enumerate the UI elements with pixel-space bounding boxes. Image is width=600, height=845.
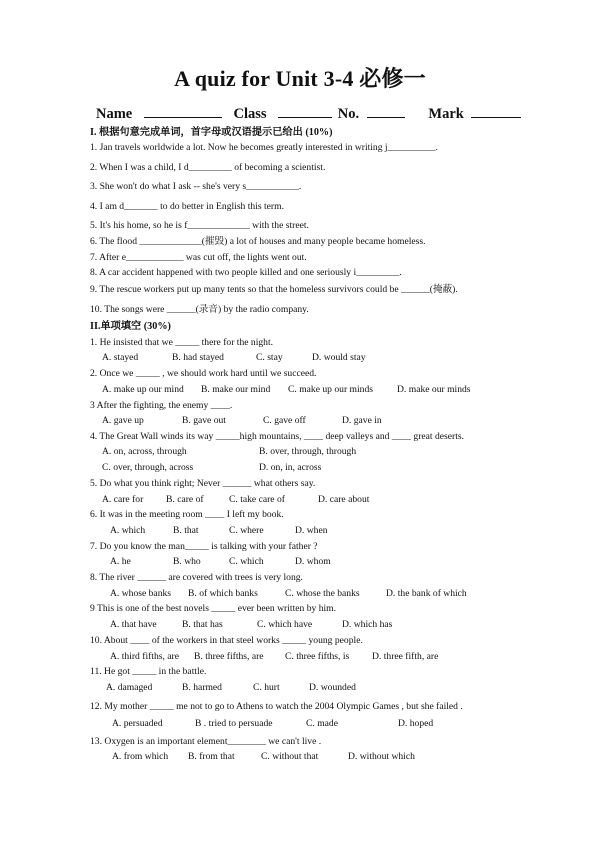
no-blank[interactable]: [367, 104, 405, 118]
s2-q6-option-a[interactable]: A. which: [110, 525, 146, 536]
s2-q7-option-d[interactable]: D. whom: [295, 556, 331, 567]
s2-question-1-stem: 1. He insisted that we _____ there for the night.: [90, 337, 274, 348]
s2-q3-option-b[interactable]: B. gave out: [182, 415, 226, 426]
s1-question-8: 8. A car accident happened with two people killed and one seriously i_________.: [90, 267, 402, 278]
s2-q13-option-b[interactable]: B. from that: [188, 751, 235, 762]
s2-q9-option-d[interactable]: D. which has: [342, 619, 393, 630]
s2-q8-option-d[interactable]: D. the bank of which: [386, 588, 467, 599]
s1-question-7: 7. After e____________ was cut off, the lights went out.: [90, 252, 307, 263]
s2-q8-option-b[interactable]: B. of which banks: [188, 588, 258, 599]
s2-q5-option-a[interactable]: A. care for: [102, 494, 144, 505]
s1-question-4: 4. I am d_______ to do better in English this term.: [90, 201, 284, 212]
s2-question-10-stem: 10. About ____ of the workers in that steel works _____ young people.: [90, 635, 363, 646]
s2-q12-option-c[interactable]: C. made: [306, 718, 338, 729]
s1-question-5: 5. It's his home, so he is f_____________ with the street.: [90, 220, 309, 231]
s2-q5-option-c[interactable]: C. take care of: [229, 494, 285, 505]
s2-q9-option-b[interactable]: B. that has: [182, 619, 223, 630]
s2-q2-option-d[interactable]: D. make our minds: [397, 384, 471, 395]
s2-q3-option-a[interactable]: A. gave up: [102, 415, 144, 426]
s2-question-7-stem: 7. Do you know the man_____ is talking with your father ?: [90, 541, 318, 552]
s2-q4-option-c[interactable]: C. over, through, across: [102, 462, 194, 473]
class-label: Class: [233, 106, 267, 122]
s2-q1-option-c[interactable]: C. stay: [256, 352, 283, 363]
s2-question-5-stem: 5. Do what you think right; Never ______ what others say.: [90, 478, 316, 489]
s2-question-2-stem: 2. Once we _____ , we should work hard until we succeed.: [90, 368, 317, 379]
s2-q7-option-b[interactable]: B. who: [173, 556, 201, 567]
s2-question-9-stem: 9 This is one of the best novels _____ ever been written by him.: [90, 603, 337, 614]
section-2-title: II.单项填空 (30%): [90, 321, 171, 332]
s2-question-4-stem: 4. The Great Wall winds its way _____high mountains, ____ deep valleys and ____ great deserts.: [90, 431, 465, 442]
s1-question-2: 2. When I was a child, I d_________ of becoming a scientist.: [90, 162, 326, 173]
s1-question-6: 6. The flood _____________(摧毁) a lot of houses and many people became homeless.: [90, 236, 426, 247]
s2-q1-option-d[interactable]: D. would stay: [312, 352, 366, 363]
s2-q12-option-b[interactable]: B . tried to persuade: [195, 718, 273, 729]
s2-q9-option-a[interactable]: A. that have: [110, 619, 157, 630]
student-info-header: [96, 104, 521, 123]
s2-q7-option-c[interactable]: C. which: [229, 556, 264, 567]
s2-q6-option-c[interactable]: C. where: [229, 525, 264, 536]
s1-question-1: 1. Jan travels worldwide a lot. Now he becomes greatly interested in writing j__________.: [90, 142, 438, 153]
s2-q2-option-b[interactable]: B. make our mind: [201, 384, 271, 395]
no-label: No.: [337, 106, 360, 122]
class-blank[interactable]: [278, 104, 332, 118]
s2-q11-option-b[interactable]: B. harmed: [182, 682, 222, 693]
s2-q11-option-d[interactable]: D. wounded: [309, 682, 356, 693]
s1-question-3: 3. She won't do what I ask -- she's very s___________.: [90, 181, 302, 192]
s2-q12-option-a[interactable]: A. persuaded: [112, 718, 163, 729]
s2-q10-option-a[interactable]: A. third fifths, are: [110, 651, 180, 662]
s2-q4-option-d[interactable]: D. on, in, across: [259, 462, 322, 473]
s2-question-13-stem: 13. Oxygen is an important element________ we can't live .: [90, 736, 322, 747]
mark-blank[interactable]: [471, 104, 521, 118]
s2-q12-option-d[interactable]: D. hoped: [398, 718, 434, 729]
s2-q8-option-a[interactable]: A. whose banks: [110, 588, 172, 599]
name-blank[interactable]: [144, 104, 222, 118]
s2-q3-option-c[interactable]: C. gave off: [263, 415, 306, 426]
s2-q9-option-c[interactable]: C. which have: [257, 619, 313, 630]
s2-question-3-stem: 3 After the fighting, the enemy ____.: [90, 400, 233, 411]
page-title: A quiz for Unit 3-4 必修一: [174, 66, 426, 91]
s2-question-12-stem: 12. My mother _____ me not to go to Athens to watch the 2004 Olympic Games , but she failed .: [90, 701, 463, 712]
s2-question-11-stem: 11. He got _____ in the battle.: [90, 666, 207, 677]
s2-question-6-stem: 6. It was in the meeting room ____ I left my book.: [90, 509, 284, 520]
mark-label: Mark: [428, 106, 464, 122]
s2-q4-option-a[interactable]: A. on, across, through: [102, 446, 187, 457]
s2-question-8-stem: 8. The river ______ are covered with trees is very long.: [90, 572, 303, 583]
s1-question-10: 10. The songs were ______(录音) by the radio company.: [90, 304, 309, 315]
s2-q10-option-b[interactable]: B. three fifths, are: [194, 651, 264, 662]
s2-q2-option-c[interactable]: C. make up our minds: [288, 384, 374, 395]
s2-q2-option-a[interactable]: A. make up our mind: [102, 384, 184, 395]
s2-q10-option-c[interactable]: C. three fifths, is: [285, 651, 350, 662]
section-1-title: I. 根据句意完成单词，首字母或汉语提示已给出 (10%): [90, 127, 333, 138]
s2-q6-option-d[interactable]: D. when: [295, 525, 328, 536]
s1-question-9: 9. The rescue workers put up many tents so that the homeless survivors could be ______(掩蔽).: [90, 284, 458, 295]
s2-q11-option-c[interactable]: C. hurt: [253, 682, 280, 693]
s2-q13-option-a[interactable]: A. from which: [112, 751, 169, 762]
s2-q1-option-a[interactable]: A. stayed: [102, 352, 139, 363]
name-label: Name: [96, 106, 133, 122]
s2-q11-option-a[interactable]: A. damaged: [106, 682, 153, 693]
s2-q7-option-a[interactable]: A. he: [110, 556, 131, 567]
s2-q5-option-d[interactable]: D. care about: [318, 494, 370, 505]
s2-q3-option-d[interactable]: D. gave in: [342, 415, 382, 426]
s2-q13-option-d[interactable]: D. without which: [348, 751, 415, 762]
s2-q13-option-c[interactable]: C. without that: [261, 751, 319, 762]
s2-q4-option-b[interactable]: B. over, through, through: [259, 446, 357, 457]
s2-q1-option-b[interactable]: B. had stayed: [172, 352, 224, 363]
s2-q10-option-d[interactable]: D. three fifth, are: [372, 651, 439, 662]
s2-q8-option-c[interactable]: C. whose the banks: [285, 588, 360, 599]
s2-q6-option-b[interactable]: B. that: [173, 525, 199, 536]
s2-q5-option-b[interactable]: B. care of: [166, 494, 204, 505]
